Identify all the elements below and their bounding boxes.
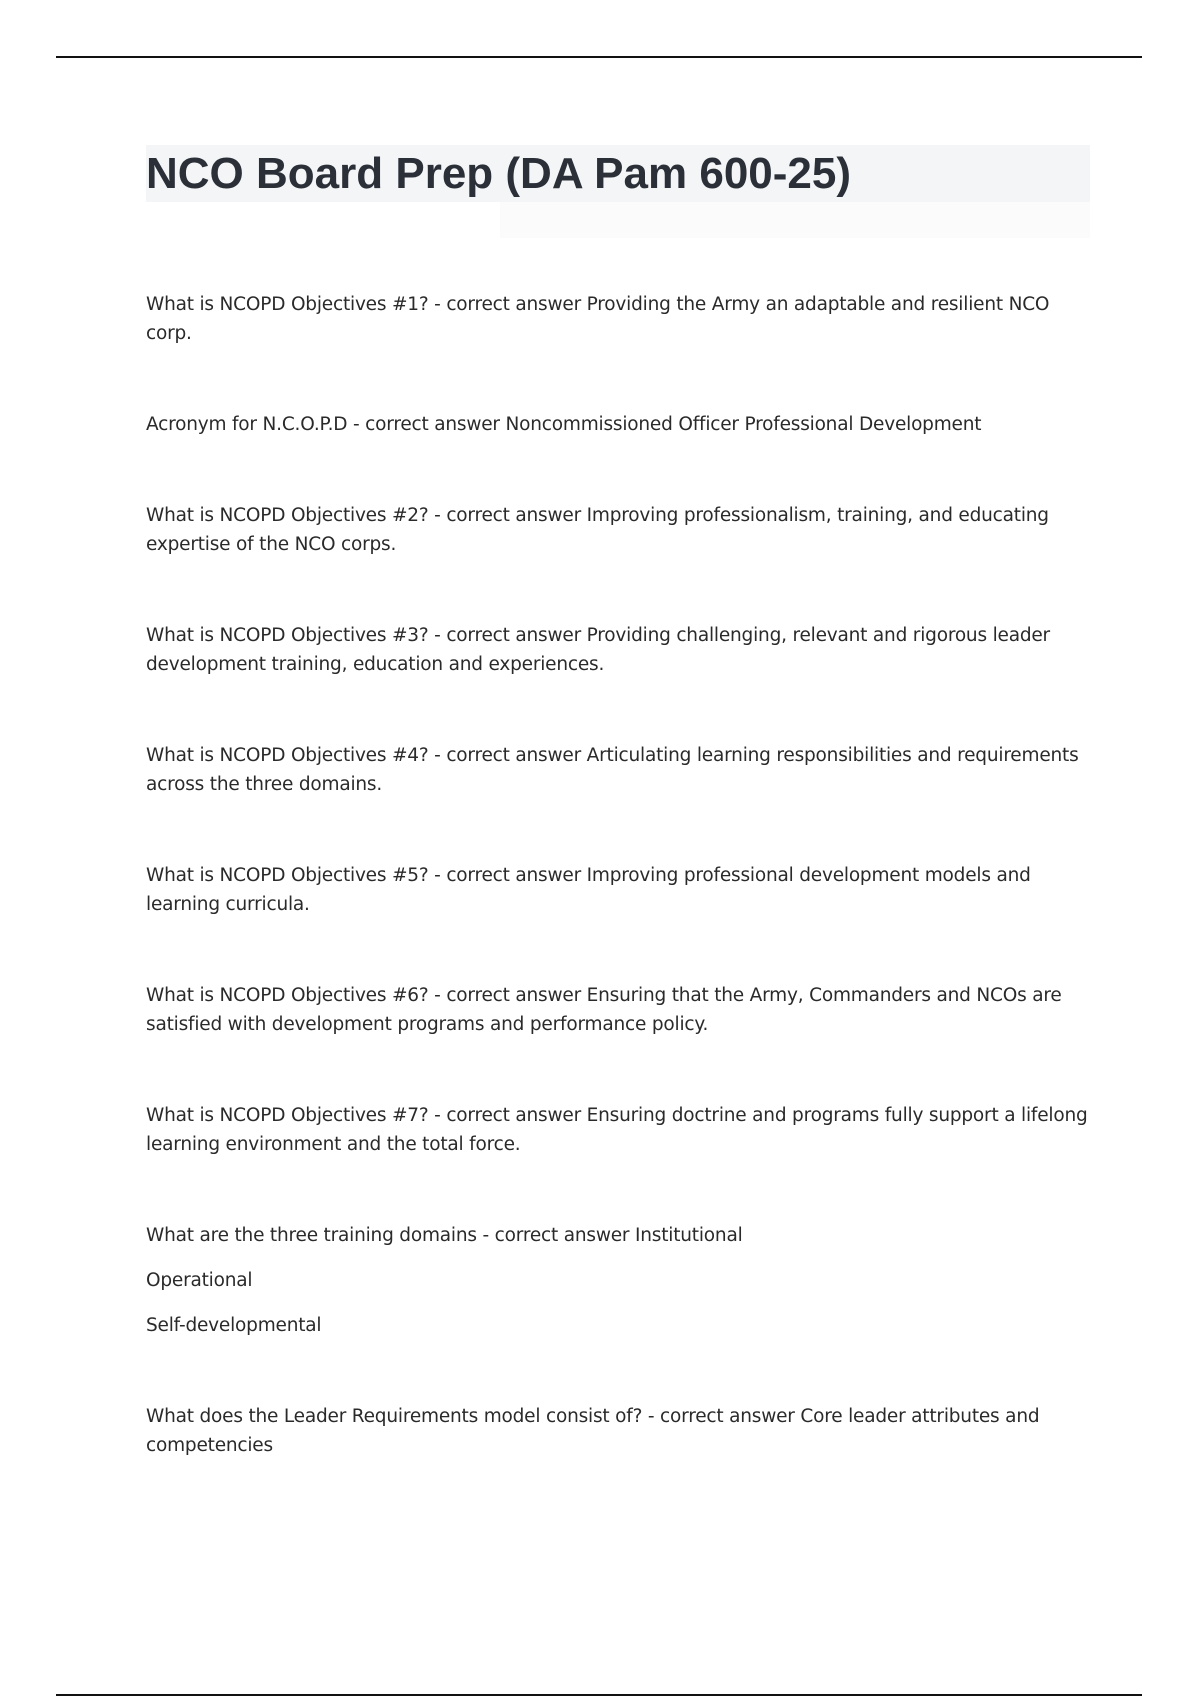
qa-domains-line-2: Operational [146,1270,253,1291]
page-title: NCO Board Prep (DA Pam 600-25) [146,149,852,198]
qa-item-6: What is NCOPD Objectives #5? - correct answer Improving professional development models and learning curricula. [146,865,1031,915]
qa-domains-question: What are the three training domains - correct answer Institutional [146,1225,743,1246]
bottom-rule [56,1694,1142,1696]
qa-item-domains [146,1221,1096,1340]
qa-item-7: What is NCOPD Objectives #6? - correct answer Ensuring that the Army, Commanders and NCOs are satisfied with development programs and performance policy. [146,985,1062,1035]
qa-item-2: Acronym for N.C.O.P.D - correct answer Noncommissioned Officer Professional Development [146,414,982,435]
qa-item-3: What is NCOPD Objectives #2? - correct answer Improving professionalism, training, and educating expertise of the NCO corps. [146,505,1049,555]
qa-domains-line-3: Self-developmental [146,1315,322,1336]
qa-item-4: What is NCOPD Objectives #3? - correct answer Providing challenging, relevant and rigorous leader development training, education and experiences. [146,625,1050,675]
qa-item-1: What is NCOPD Objectives #1? - correct answer Providing the Army an adaptable and resilient NCO corp. [146,294,1050,344]
qa-item-leader-requirements: What does the Leader Requirements model consist of? - correct answer Core leader attributes and competencies [146,1406,1040,1456]
qa-list [146,290,1096,1522]
qa-item-5: What is NCOPD Objectives #4? - correct answer Articulating learning responsibilities and requirements across the three domains. [146,745,1079,795]
top-rule [56,56,1142,58]
qa-item-8: What is NCOPD Objectives #7? - correct answer Ensuring doctrine and programs fully support a lifelong learning environment and the total force. [146,1105,1088,1155]
title-highlight-shadow [500,202,1090,238]
